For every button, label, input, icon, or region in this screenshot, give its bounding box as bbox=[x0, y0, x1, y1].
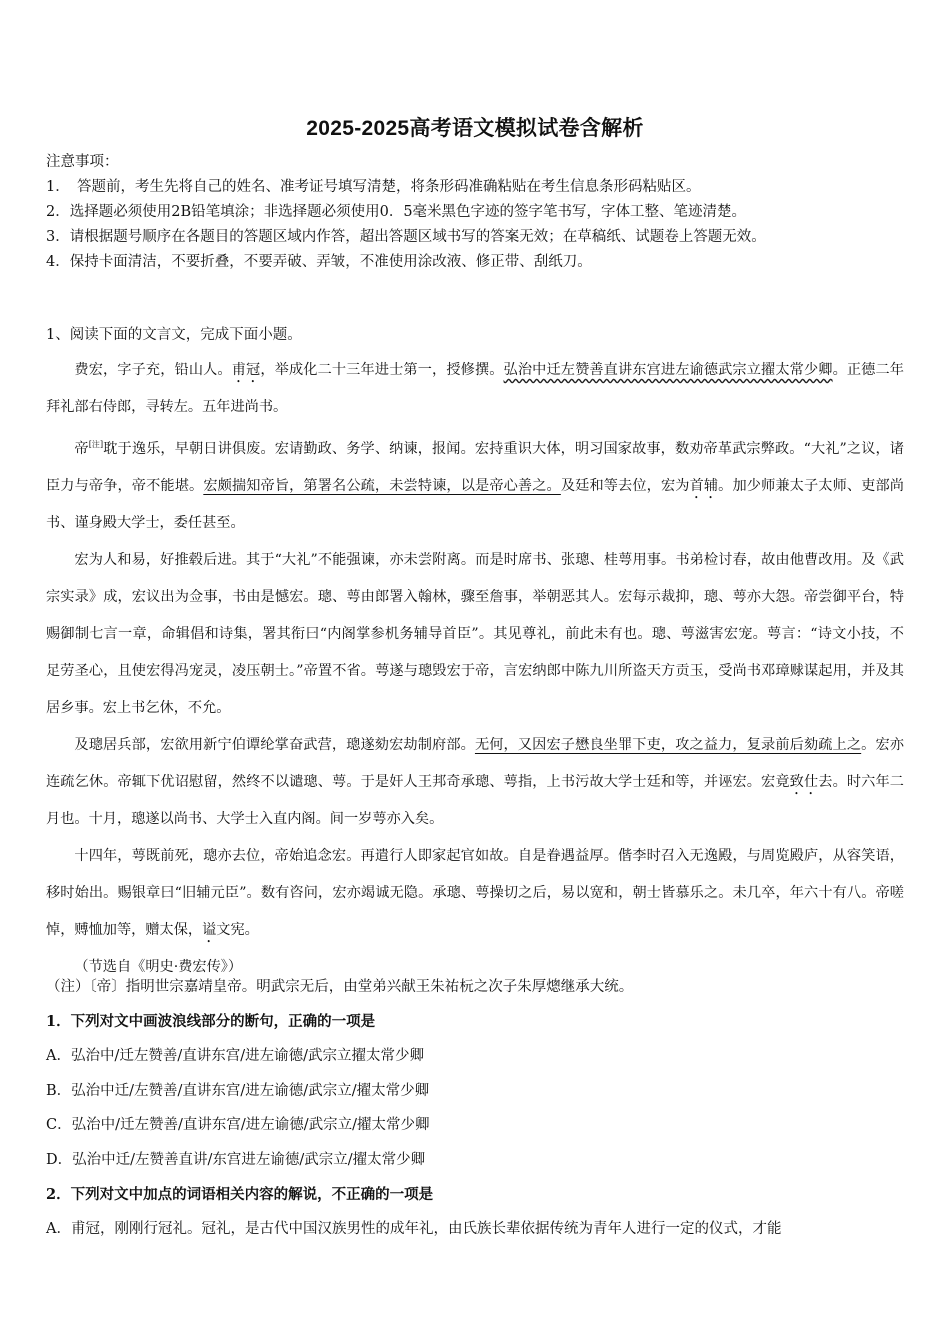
question-stem: 1．下列对文中画波浪线部分的断句，正确的一项是 bbox=[46, 1012, 376, 1030]
notice-heading: 注意事项： bbox=[46, 154, 119, 170]
passage-paragraph bbox=[46, 426, 904, 542]
passage-text: ，举成化二十三年进士第一，授修撰。 bbox=[260, 362, 504, 378]
wavy-underlined-text: 弘治中迁左赞善直讲东宫进左谕德武宗立擢太常少卿 bbox=[503, 362, 833, 378]
passage-source: （节选自《明史·费宏传》） bbox=[74, 959, 243, 975]
passage-paragraph bbox=[46, 727, 904, 838]
passage-text: 十四年，萼既前死，璁亦去位，帝始追念宏。再遣行人即家起官如故。自是眷遇益厚。偕李时召入无逸殿，与周览殿庐，从容笑语，移时始出。赐银章曰“旧辅元臣”。数有咨问，宏亦竭诚无隐。承璁、萼操切之后，易以宽和，朝士皆慕乐之。未几卒，年六十有八。帝嗟悼，赙恤加等，赠太保， bbox=[46, 848, 904, 938]
answer-option: A．弘治中/迁左赞善/直讲东宫/进左谕德/武宗立擢太常少卿 bbox=[46, 1048, 425, 1065]
passage-paragraph bbox=[46, 838, 904, 949]
answer-option: C．弘治中/迁左赞善/直讲东宫/进左谕德/武宗立/擢太常少卿 bbox=[46, 1117, 430, 1134]
answer-option: D．弘治中迁/左赞善直讲/东宫进左谕德/武宗立/擢太常少卿 bbox=[46, 1151, 426, 1168]
dotted-term: 谥 bbox=[202, 922, 217, 938]
annotation-note: （注）〔帝〕指明世宗嘉靖皇帝。明武宗无后，由堂弟兴献王朱祐杬之次子朱厚熜继承大统。 bbox=[46, 979, 634, 995]
passage-text: 帝 bbox=[74, 441, 89, 457]
notice-item: 3．请根据题号顺序在各题目的答题区域内作答，超出答题区域书写的答案无效；在草稿纸、试题卷上答题无效。 bbox=[46, 229, 766, 245]
footnote-marker: [注] bbox=[88, 440, 104, 449]
passage-paragraph bbox=[46, 352, 904, 426]
passage-text: 费宏，字子充，铅山人。 bbox=[74, 362, 232, 378]
dotted-term: 甫冠 bbox=[231, 362, 261, 378]
passage-text: 去。时六年二月也。十月，璁遂以尚书、大学士入直内阁。间一岁萼亦入矣。 bbox=[46, 774, 904, 827]
notice-item: 1． 答题前，考生先将自己的姓名、准考证号填写清楚，将条形码准确粘贴在考生信息条形码粘贴区。 bbox=[46, 179, 701, 195]
passage-text: 及廷和等去位，宏为 bbox=[560, 478, 690, 494]
underlined-text: 无何，又因宏子懋良坐罪下吏，攻之益力，复录前后劾疏上之 bbox=[474, 737, 862, 753]
notice-section bbox=[46, 150, 906, 275]
answer-option: B．弘治中迁/左赞善/直讲东宫/进左谕德/武宗立/擢太常少卿 bbox=[46, 1082, 430, 1099]
passage-text: 。加少师兼太子太师、吏部尚书、谨身殿大学士，委任甚至。 bbox=[46, 478, 904, 531]
answer-option: A．甫冠，刚刚行冠礼。冠礼，是古代中国汉族男性的成年礼，由氏族长辈依据传统为青年人进行一定的仪式，才能 bbox=[46, 1221, 782, 1238]
notice-item: 4．保持卡面清洁，不要折叠，不要弄破、弄皱，不准使用涂改液、修正带、刮纸刀。 bbox=[46, 254, 592, 270]
page-title: 2025-2025高考语文模拟试卷含解析 bbox=[306, 117, 644, 140]
question-1-intro: 1、阅读下面的文言文，完成下面小题。 bbox=[46, 327, 302, 343]
dotted-term: 致仕 bbox=[789, 774, 819, 790]
question-stem: 2．下列对文中加点的词语相关内容的解说，不正确的一项是 bbox=[46, 1185, 434, 1203]
passage-text: 。正德二年拜礼部右侍郎，寻转左。五年进尚书。 bbox=[46, 362, 904, 415]
questions-section bbox=[46, 970, 904, 1247]
dotted-term: 首辅 bbox=[689, 478, 719, 494]
underlined-text: 宏颇揣知帝旨，第署名公疏，未尝特谏，以是帝心善之。 bbox=[203, 478, 561, 494]
passage-text: 耽于逸乐，早朝日讲俱废。宏请勤政、务学、纳谏，报闻。宏持重识大体，明习国家故事，数劝帝革武宗弊政。“大礼”之议，诸臣力与帝争，帝不能堪。 bbox=[46, 441, 904, 494]
passage-paragraph: 宏为人和易，好推毂后进。其于“大礼”不能强谏，亦未尝附离。而是时席书、张璁、桂萼用事。书弟检讨春，故由他曹改用。及《武宗实录》成，宏议出为佥事，书由是憾宏。璁、萼由郎署入翰林，骤至詹事，举朝恶其人。宏每示裁抑，璁、萼亦大怨。帝尝御平台，特赐御制七言一章，命辑倡和诗集，署其衔曰“内阁掌参机务辅导首臣”。其见尊礼，前此未有也。璁、萼滋害宏宠。萼言：“诗文小技，不足劳圣心，且使宏得冯宠灵，凌压朝士。”帝置不省。萼遂与璁毁宏于帝，言宏纳郎中陈九川所盗天方贡玉，受尚书邓璋赇谋起用，并及其居乡事。宏上书乞休，不允。 bbox=[46, 552, 904, 716]
classical-passage bbox=[46, 352, 904, 986]
passage-text: 及璁居兵部，宏欲用新宁伯谭纶掌奋武营，璁遂劾宏劫制府部。 bbox=[74, 737, 475, 753]
notice-item: 2．选择题必须使用2B铅笔填涂；非选择题必须使用0．5毫米黑色字迹的签字笔书写，字体工整、笔迹清楚。 bbox=[46, 204, 747, 220]
passage-text: 文宪。 bbox=[216, 922, 259, 938]
passage-text: 。宏亦连疏乞休。帝辄下优诏慰留，然终不以谴璁、萼。于是奸人王邦奇承璁、萼指，上书污故大学士廷和等，并诬宏。宏竟 bbox=[46, 737, 904, 790]
